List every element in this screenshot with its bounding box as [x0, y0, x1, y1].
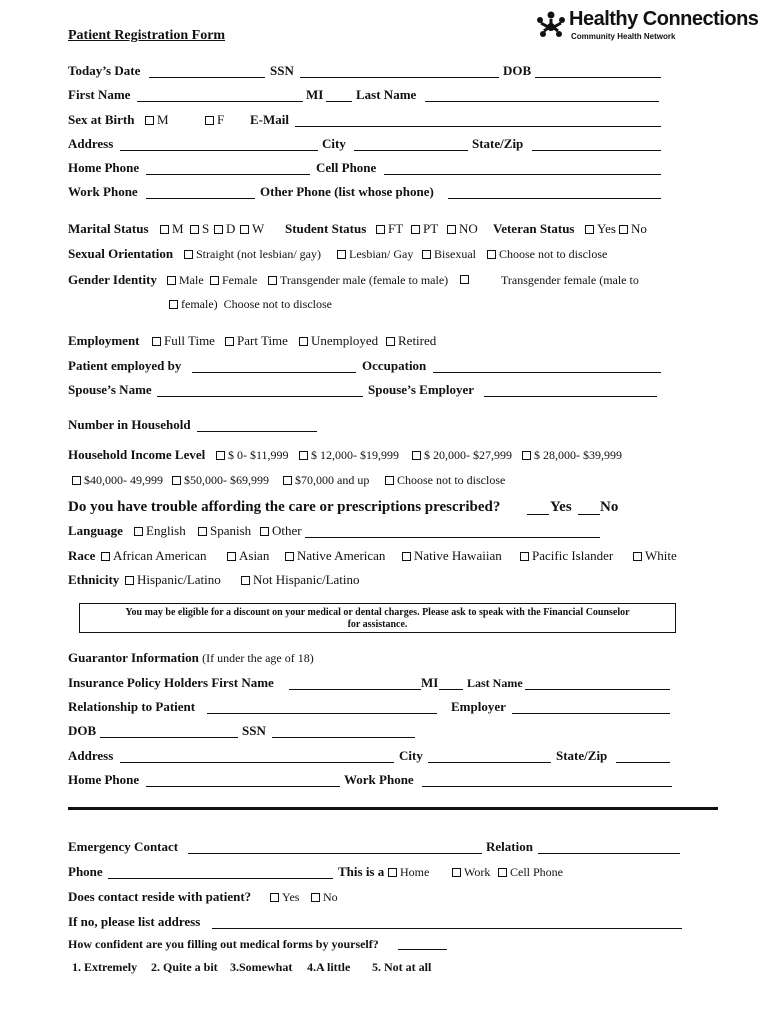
- sex-at-birth-label: Sex at Birth: [68, 112, 135, 127]
- checkbox[interactable]: [214, 225, 223, 234]
- guarantor-dob-field[interactable]: [100, 737, 238, 738]
- page-title: Patient Registration Form: [68, 28, 226, 43]
- guarantor-home-phone-field[interactable]: [146, 786, 340, 787]
- race-label: Race: [68, 548, 96, 563]
- checkbox[interactable]: [172, 476, 181, 485]
- emergency-relation-label: Relation: [486, 839, 533, 854]
- marital-m-option[interactable]: [160, 220, 184, 238]
- list-address-field[interactable]: [212, 928, 682, 929]
- option-label: No: [323, 890, 338, 904]
- language-spanish-option[interactable]: [198, 522, 251, 540]
- marital-w-option[interactable]: [240, 220, 264, 238]
- income-option[interactable]: [172, 471, 269, 489]
- employed-by-label: Patient employed by: [68, 358, 182, 373]
- option-label: Yes: [282, 890, 300, 904]
- veteran-status-label: Veteran Status: [493, 221, 575, 236]
- first-name-label: First Name: [68, 87, 131, 102]
- checkbox[interactable]: [125, 576, 134, 585]
- checkbox[interactable]: [402, 552, 411, 561]
- option-label: 1. Extremely: [72, 960, 138, 974]
- checkbox[interactable]: [337, 250, 346, 259]
- language-other-field[interactable]: [305, 537, 600, 538]
- checkbox[interactable]: [619, 225, 628, 234]
- race-option[interactable]: [101, 547, 206, 565]
- option-label: 3.Somewhat: [230, 960, 293, 974]
- checkbox[interactable]: [216, 451, 225, 460]
- household-income-label: Household Income Level: [68, 447, 206, 462]
- checkbox[interactable]: [169, 300, 178, 309]
- option-label: Other: [272, 523, 302, 538]
- option-label: Lesbian/ Gay: [349, 247, 414, 261]
- option-label: $40,000- 49,999: [84, 473, 163, 487]
- checkbox[interactable]: [422, 250, 431, 259]
- option-label: White: [645, 548, 677, 563]
- guarantor-employer-field[interactable]: [512, 713, 670, 714]
- policy-holder-last-name-label: Last Name: [467, 676, 523, 690]
- checkbox[interactable]: [283, 476, 292, 485]
- checkbox[interactable]: [285, 552, 294, 561]
- guarantor-state-zip-label: State/Zip: [556, 748, 608, 763]
- option-label: Asian: [239, 548, 270, 563]
- confidence-field[interactable]: [398, 949, 447, 950]
- household-number-label: Number in Household: [68, 417, 191, 432]
- last-name-label: Last Name: [356, 87, 417, 102]
- student-no-option[interactable]: [447, 220, 478, 238]
- guarantor-city-label: City: [399, 748, 423, 763]
- guarantor-address-label: Address: [68, 748, 114, 763]
- dob-label: DOB: [503, 63, 532, 78]
- checkbox[interactable]: [160, 225, 169, 234]
- income-option[interactable]: [522, 446, 622, 464]
- option-label: M: [172, 221, 184, 236]
- checkbox[interactable]: [190, 225, 199, 234]
- guarantor-title: Guarantor Information: [68, 650, 199, 665]
- checkbox[interactable]: [633, 552, 642, 561]
- race-option[interactable]: [633, 547, 677, 565]
- checkbox[interactable]: [210, 276, 219, 285]
- emergency-relation-field[interactable]: [538, 853, 680, 854]
- checkbox[interactable]: [585, 225, 594, 234]
- city-field[interactable]: [354, 150, 468, 151]
- option-label: Pacific Islander: [532, 548, 614, 563]
- checkbox[interactable]: [411, 225, 420, 234]
- option-label: Choose not to disclose: [223, 297, 332, 311]
- address-label: Address: [68, 136, 114, 151]
- option-label: Retired: [398, 333, 437, 348]
- checkbox[interactable]: [520, 552, 529, 561]
- option-label: Choose not to disclose: [397, 473, 506, 487]
- option-label: D: [226, 221, 236, 236]
- checkbox[interactable]: [388, 868, 397, 877]
- policy-holder-first-name-field[interactable]: [289, 689, 421, 690]
- work-phone-field[interactable]: [146, 198, 255, 199]
- guarantor-employer-label: Employer: [451, 699, 506, 714]
- logo-name: Healthy Connections: [569, 8, 759, 30]
- option-label: African American: [113, 548, 207, 563]
- option-label: PT: [423, 221, 439, 236]
- sex-m-option[interactable]: [145, 111, 169, 129]
- option-label: Native Hawaiian: [414, 548, 502, 563]
- mi-field[interactable]: [326, 101, 352, 102]
- gender-identity-label: Gender Identity: [68, 272, 157, 287]
- option-label: Transgender male (female to male): [280, 273, 449, 287]
- guarantor-ssn-field[interactable]: [272, 737, 415, 738]
- spouse-name-field[interactable]: [157, 396, 363, 397]
- student-ft-option[interactable]: [376, 220, 403, 238]
- employment-label: Employment: [68, 333, 140, 348]
- checkbox[interactable]: [167, 276, 176, 285]
- this-is-a-label: This is a: [338, 864, 385, 879]
- option-label: Part Time: [237, 333, 288, 348]
- checkbox[interactable]: [447, 225, 456, 234]
- last-name-field[interactable]: [425, 101, 659, 102]
- relationship-field[interactable]: [207, 713, 437, 714]
- guarantor-dob-label: DOB: [68, 723, 97, 738]
- option-label: Native American: [297, 548, 386, 563]
- logo-subtitle: Community Health Network: [571, 32, 676, 41]
- option-label: Male: [179, 273, 204, 287]
- ssn-label: SSN: [270, 63, 294, 78]
- household-number-field[interactable]: [197, 431, 317, 432]
- checkbox[interactable]: [522, 451, 531, 460]
- checkbox[interactable]: [198, 527, 207, 536]
- option-label: $ 28,000- $39,999: [534, 448, 622, 462]
- state-zip-field[interactable]: [532, 150, 661, 151]
- emergency-contact-field[interactable]: [188, 853, 482, 854]
- income-option[interactable]: [412, 446, 512, 464]
- checkbox[interactable]: [134, 527, 143, 536]
- spouse-employer-label: Spouse’s Employer: [368, 382, 475, 397]
- option-label: 5. Not at all: [372, 960, 432, 974]
- spouse-employer-field[interactable]: [484, 396, 657, 397]
- address-field[interactable]: [120, 150, 318, 151]
- phone-type-home-option[interactable]: [388, 863, 429, 881]
- email-label: E-Mail: [250, 112, 289, 127]
- ethnicity-label: Ethnicity: [68, 572, 120, 587]
- work-phone-label: Work Phone: [68, 184, 138, 199]
- home-phone-label: Home Phone: [68, 160, 140, 175]
- option-label: English: [146, 523, 186, 538]
- checkbox[interactable]: [386, 337, 395, 346]
- confidence-option[interactable]: [151, 958, 218, 976]
- employment-retired-option[interactable]: [386, 332, 436, 350]
- option-label: Full Time: [164, 333, 215, 348]
- checkbox[interactable]: [145, 116, 154, 125]
- employed-by-field[interactable]: [192, 372, 356, 373]
- guarantor-address-field[interactable]: [120, 762, 394, 763]
- other-phone-field[interactable]: [448, 198, 661, 199]
- checkbox[interactable]: [72, 476, 81, 485]
- employment-full-time-option[interactable]: [152, 332, 215, 350]
- orientation-straight-option[interactable]: [184, 245, 321, 263]
- afford-question: Do you have trouble affording the care or prescriptions prescribed?: [68, 499, 501, 515]
- checkbox[interactable]: [487, 250, 496, 259]
- occupation-field[interactable]: [433, 372, 661, 373]
- checkbox[interactable]: [412, 451, 421, 460]
- other-phone-label: Other Phone (list whose phone): [260, 184, 434, 199]
- checkbox[interactable]: [498, 868, 507, 877]
- option-label: 4.A little: [307, 960, 351, 974]
- policy-holder-mi-label: MI: [421, 675, 439, 690]
- option-label: $ 12,000- $19,999: [311, 448, 399, 462]
- checkbox[interactable]: [241, 576, 250, 585]
- option-label: S: [202, 221, 210, 236]
- race-option[interactable]: [520, 547, 613, 565]
- option-label: W: [252, 221, 265, 236]
- option-label: Home: [400, 865, 430, 879]
- option-label: No: [631, 221, 647, 236]
- guarantor-heading: [68, 649, 314, 667]
- checkbox[interactable]: [101, 552, 110, 561]
- guarantor-state-zip-field[interactable]: [616, 762, 670, 763]
- sex-f-option[interactable]: [205, 111, 224, 129]
- gender-male-option[interactable]: [167, 271, 204, 289]
- orientation-bisexual-option[interactable]: [422, 245, 476, 263]
- cell-phone-label: Cell Phone: [316, 160, 377, 175]
- ethnicity-not-hispanic-option[interactable]: [241, 571, 360, 589]
- emergency-phone-field[interactable]: [108, 878, 333, 879]
- gender-trans-female-checkbox[interactable]: [460, 275, 469, 284]
- guarantor-work-phone-label: Work Phone: [344, 772, 414, 787]
- checkbox[interactable]: [184, 250, 193, 259]
- afford-no-field[interactable]: [578, 514, 600, 515]
- orientation-gay-option[interactable]: [337, 245, 413, 263]
- option-label: female): [181, 297, 218, 311]
- reside-question: Does contact reside with patient?: [68, 889, 252, 904]
- todays-date-field[interactable]: [149, 77, 265, 78]
- option-label: FT: [388, 221, 404, 236]
- guarantor-city-field[interactable]: [428, 762, 551, 763]
- income-option[interactable]: [385, 471, 505, 489]
- people-network-icon: [535, 10, 567, 40]
- option-label: Straight (not lesbian/ gay): [196, 247, 321, 261]
- option-label: M: [157, 112, 169, 127]
- gender-not-disclose-option[interactable]: [169, 295, 332, 313]
- veteran-no-option[interactable]: [619, 220, 647, 238]
- option-label: Cell Phone: [510, 865, 563, 879]
- income-option[interactable]: [283, 471, 369, 489]
- emergency-contact-label: Emergency Contact: [68, 839, 179, 854]
- afford-no-label: No: [600, 499, 619, 515]
- sexual-orientation-label: Sexual Orientation: [68, 246, 174, 261]
- policy-holder-last-name-field[interactable]: [525, 689, 670, 690]
- confidence-option[interactable]: [372, 958, 431, 976]
- option-label: Spanish: [210, 523, 252, 538]
- income-option[interactable]: [216, 446, 289, 464]
- option-label: $50,000- $69,999: [184, 473, 269, 487]
- option-label: $70,000 and up: [295, 473, 370, 487]
- confidence-option[interactable]: [72, 958, 137, 976]
- gender-trans-male-option[interactable]: [268, 271, 448, 289]
- ethnicity-hispanic-option[interactable]: [125, 571, 221, 589]
- checkbox[interactable]: [299, 451, 308, 460]
- notice-line: for assistance.: [347, 619, 408, 630]
- marital-status-label: Marital Status: [68, 221, 149, 236]
- option-label: Yes: [597, 221, 616, 236]
- language-english-option[interactable]: [134, 522, 186, 540]
- race-option[interactable]: [402, 547, 502, 565]
- employment-part-time-option[interactable]: [225, 332, 288, 350]
- afford-yes-field[interactable]: [527, 514, 549, 515]
- emergency-phone-label: Phone: [68, 864, 103, 879]
- checkbox[interactable]: [268, 276, 277, 285]
- phone-type-cell-option[interactable]: [498, 863, 563, 881]
- list-address-label: If no, please list address: [68, 914, 201, 929]
- notice-line: You may be eligible for a discount on your medical or dental charges. Please ask to speak with the Financial Counselor: [125, 607, 630, 618]
- student-status-label: Student Status: [285, 221, 367, 236]
- checkbox[interactable]: [205, 116, 214, 125]
- guarantor-work-phone-field[interactable]: [422, 786, 672, 787]
- veteran-yes-option[interactable]: [585, 220, 616, 238]
- income-option[interactable]: [299, 446, 399, 464]
- race-option[interactable]: [227, 547, 269, 565]
- option-label: 2. Quite a bit: [151, 960, 218, 974]
- reside-yes-option[interactable]: [270, 888, 299, 906]
- section-divider: [68, 807, 718, 810]
- checkbox[interactable]: [240, 225, 249, 234]
- reside-no-option[interactable]: [311, 888, 338, 906]
- ssn-field[interactable]: [300, 77, 499, 78]
- afford-yes-label: Yes: [550, 499, 572, 515]
- cell-phone-field[interactable]: [384, 174, 661, 175]
- checkbox[interactable]: [152, 337, 161, 346]
- checkbox[interactable]: [385, 476, 394, 485]
- checkbox[interactable]: [225, 337, 234, 346]
- policy-holder-first-name-label: Insurance Policy Holders First Name: [68, 675, 274, 690]
- gender-female-option[interactable]: [210, 271, 257, 289]
- option-label: Female: [222, 273, 258, 287]
- phone-type-work-option[interactable]: [452, 863, 490, 881]
- dob-field[interactable]: [535, 77, 661, 78]
- checkbox[interactable]: [452, 868, 461, 877]
- occupation-label: Occupation: [362, 358, 427, 373]
- language-label: Language: [68, 523, 123, 538]
- option-label: NO: [459, 221, 478, 236]
- guarantor-home-phone-label: Home Phone: [68, 772, 140, 787]
- spouse-name-label: Spouse’s Name: [68, 382, 152, 397]
- marital-s-option[interactable]: [190, 220, 209, 238]
- option-label: Work: [464, 865, 491, 879]
- confidence-option[interactable]: [230, 958, 292, 976]
- todays-date-label: Today’s Date: [68, 63, 141, 78]
- relationship-label: Relationship to Patient: [68, 699, 196, 714]
- home-phone-field[interactable]: [146, 174, 310, 175]
- option-label: Choose not to disclose: [499, 247, 608, 261]
- city-label: City: [322, 136, 346, 151]
- checkbox[interactable]: [311, 893, 320, 902]
- option-label: F: [217, 112, 225, 127]
- option-label: Unemployed: [311, 333, 379, 348]
- employment-unemployed-option[interactable]: [299, 332, 378, 350]
- option-label: Hispanic/Latino: [137, 572, 221, 587]
- first-name-field[interactable]: [137, 101, 303, 102]
- option-label: Not Hispanic/Latino: [253, 572, 360, 587]
- confidence-option[interactable]: [307, 958, 350, 976]
- student-pt-option[interactable]: [411, 220, 438, 238]
- checkbox[interactable]: [227, 552, 236, 561]
- marital-d-option[interactable]: [214, 220, 235, 238]
- option-label: Bisexual: [434, 247, 476, 261]
- checkbox[interactable]: [299, 337, 308, 346]
- state-zip-label: State/Zip: [472, 136, 524, 151]
- discount-notice: [79, 603, 676, 633]
- email-field[interactable]: [295, 126, 661, 127]
- race-option[interactable]: [285, 547, 385, 565]
- mi-label: MI: [306, 87, 324, 102]
- policy-holder-mi-field[interactable]: [439, 689, 463, 690]
- guarantor-ssn-label: SSN: [242, 723, 266, 738]
- gender-trans-female-label: Transgender female (male to: [501, 273, 639, 287]
- checkbox[interactable]: [260, 527, 269, 536]
- option-label: $ 20,000- $27,999: [424, 448, 512, 462]
- option-label: $ 0- $11,999: [228, 448, 289, 462]
- income-option[interactable]: [72, 471, 163, 489]
- language-other-option[interactable]: [260, 522, 302, 540]
- orientation-not-disclose-option[interactable]: [487, 245, 607, 263]
- confidence-question: How confident are you filling out medical forms by yourself?: [68, 937, 379, 951]
- checkbox[interactable]: [376, 225, 385, 234]
- guarantor-note: (If under the age of 18): [202, 651, 314, 665]
- checkbox[interactable]: [270, 893, 279, 902]
